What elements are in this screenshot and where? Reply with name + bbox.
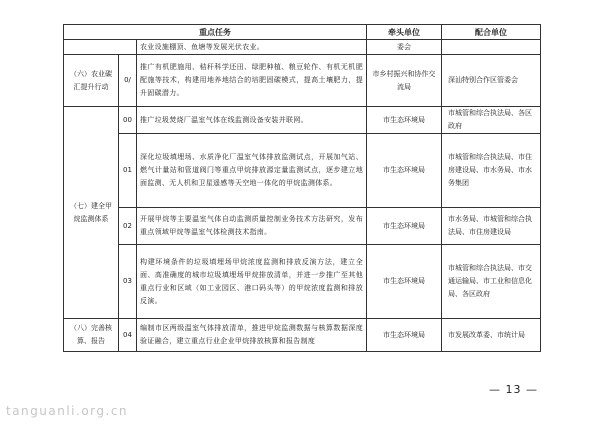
header-lead-unit: 牵头单位 [367, 25, 442, 40]
coop-unit-cell: 市水务局、市城管和综合执法局、市住房建设局 [442, 208, 541, 245]
table-row [64, 40, 541, 55]
task-table [63, 24, 541, 352]
header-coop-unit: 配合单位 [442, 25, 541, 40]
table-header-row [64, 25, 541, 40]
item-number-cell: 03 [119, 245, 137, 319]
category-cell: （八）完善核算、报告 [64, 319, 119, 352]
lead-unit-cell: 市生态环境局 [367, 245, 442, 319]
lead-unit-cell: 市生态环境局 [367, 319, 442, 352]
coop-unit-cell: 市城管和综合执法局、各区政府 [442, 107, 541, 134]
task-cell: 编制市区两级温室气体排放清单，推进甲烷监测数据与核算数据深度验证融合，建立重点行业企业甲烷排放核算和报告制度 [137, 319, 367, 352]
lead-unit-cell: 市生态环境局 [367, 208, 442, 245]
item-number-cell: 00 [119, 107, 137, 134]
task-cell: 构建环境条件的垃圾填埋场甲烷浓度监测和排放反演方法，建立全面、高准确度的城市垃圾填埋场甲烷排放清单，并进一步推广至其他重点行业和区域（如工业园区、港口码头等）的甲烷浓度监测和排放反演。 [137, 245, 367, 319]
header-key-task: 重点任务 [64, 25, 367, 40]
coop-unit-cell: 市发展改革委、市统计局 [442, 319, 541, 352]
task-cell: 深化垃圾填埋场、水质净化厂温室气体排放监测试点，开展加气站、燃气计量站和管道阀门等重点甲烷排放源定量监测试点，逐步建立地面监测、无人机和卫星遥感等天空地一体化的甲烷监测体系。 [137, 134, 367, 208]
page-number: — 13 — [489, 383, 538, 396]
coop-unit-cell: 市城管和综合执法局、市住房建设局、市水务局、市水务集团 [442, 134, 541, 208]
item-number-cell: 0/ [119, 55, 137, 107]
category-cell [64, 40, 137, 55]
table-row [64, 55, 541, 107]
lead-unit-cell: 市生态环境局 [367, 107, 442, 134]
watermark-text: tanguanli.org.cn [6, 404, 129, 418]
item-number-cell: 04 [119, 319, 137, 352]
task-cell: 推广垃圾焚烧厂温室气体在线监测设备安装并联网。 [137, 107, 367, 134]
lead-unit-cell: 市乡村振兴和协作交流局 [367, 55, 442, 107]
coop-unit-cell [442, 40, 541, 55]
table-row [64, 107, 541, 134]
category-cell: （七）建全甲烷监测体系 [64, 107, 119, 319]
item-number-cell: 01 [119, 134, 137, 208]
table-row [64, 245, 541, 319]
table-row [64, 208, 541, 245]
lead-unit-cell: 委会 [367, 40, 442, 55]
item-number-cell: 02 [119, 208, 137, 245]
table-row [64, 134, 541, 208]
task-cell: 农业设施棚顶、鱼塘等发展光伏农业。 [137, 40, 367, 55]
task-cell: 推广有机肥施用、秸秆科学还田、绿肥种植、粮豆轮作、有机无机肥配施等技术，构建用地养地结合的培肥固碳模式，提高土壤肥力，提升固碳潜力。 [137, 55, 367, 107]
table-row [64, 319, 541, 352]
coop-unit-cell: 深汕特别合作区管委会 [442, 55, 541, 107]
category-cell: （六）农业碳汇提升行动 [64, 55, 119, 107]
coop-unit-cell: 市城管和综合执法局、市交通运输局、市工业和信息化局、各区政府 [442, 245, 541, 319]
lead-unit-cell: 市生态环境局 [367, 134, 442, 208]
task-cell: 开展甲烷等主要温室气体自动监测质量控制业务技术方法研究，发布重点领域甲烷等温室气体检测技术指南。 [137, 208, 367, 245]
